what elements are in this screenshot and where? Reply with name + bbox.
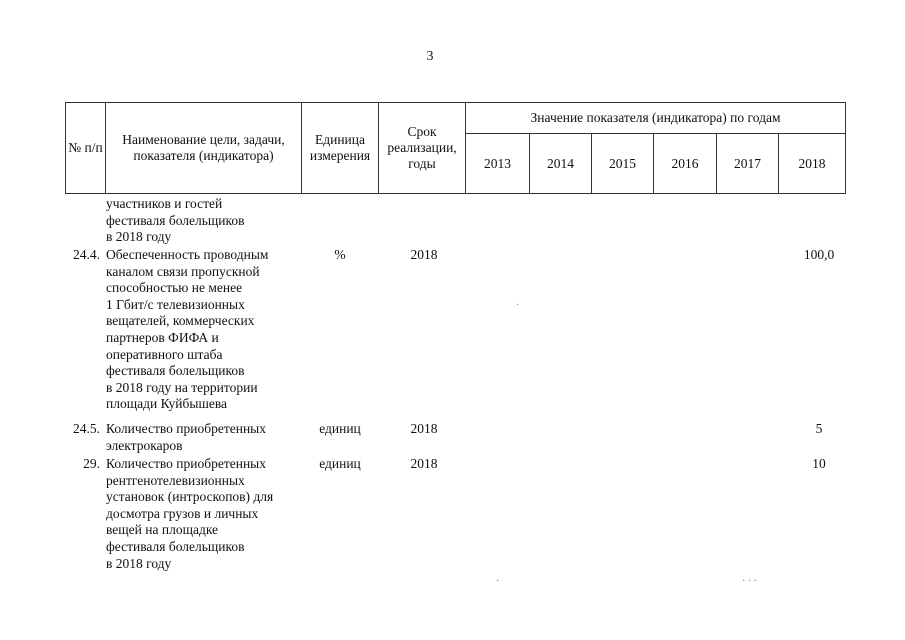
- row-name-line: фестиваля болельщиков: [106, 538, 245, 554]
- row-name-line: участников и гостей: [106, 196, 223, 211]
- row-name-line: вещей на площадке: [106, 522, 219, 538]
- row-name-line: в 2018 году: [106, 229, 172, 245]
- row-number: 24.5.: [73, 421, 100, 436]
- row-name-line: вещателей, коммерческих: [106, 313, 255, 329]
- row-name-line: в 2018 году на территории: [106, 379, 258, 395]
- scan-speck: · · ·: [742, 576, 757, 587]
- row-name-line: Количество приобретенных: [106, 421, 267, 436]
- row-name-line: электрокаров: [106, 437, 183, 453]
- row-name: [106, 421, 306, 454]
- row-name-line: площади Куйбышева: [106, 396, 228, 412]
- row-value-2018: 10: [812, 456, 826, 471]
- header-term: Срок реализации, годы: [379, 103, 466, 194]
- row-number: 29.: [83, 456, 100, 471]
- row-name-line: в 2018 году: [106, 555, 172, 571]
- row-name-line: фестиваля болельщиков: [106, 363, 245, 379]
- header-year: 2013: [466, 134, 530, 194]
- header-year: 2014: [530, 134, 592, 194]
- indicator-table-header: [65, 102, 846, 194]
- header-name: Наименование цели, задачи, показателя (индикатора): [106, 103, 302, 194]
- row-name-line: способностью не менее: [106, 280, 243, 296]
- header-num: № п/п: [66, 103, 106, 194]
- header-year: 2017: [717, 134, 779, 194]
- row-name-line: Количество приобретенных: [106, 456, 267, 471]
- row-name: [106, 196, 306, 246]
- row-name-line: досмотра грузов и личных: [106, 505, 259, 521]
- row-unit: единиц: [319, 456, 361, 471]
- header-year: 2018: [779, 134, 846, 194]
- row-term: 2018: [410, 456, 438, 471]
- header-unit: Единица измерения: [302, 103, 379, 194]
- row-name-line: 1 Гбит/с телевизионных: [106, 296, 245, 312]
- scan-speck: ·: [496, 576, 500, 587]
- header-values-group: Значение показателя (индикатора) по годам: [466, 103, 846, 134]
- row-name: [106, 247, 306, 413]
- row-number: 24.4.: [73, 247, 100, 262]
- row-value-2018: 100,0: [803, 247, 835, 262]
- row-name-line: оперативного штаба: [106, 346, 223, 362]
- row-name-line: партнеров ФИФА и: [106, 329, 219, 345]
- row-name-line: Обеспеченность проводным: [106, 247, 269, 262]
- row-name: [106, 456, 306, 572]
- row-value-2018: 5: [815, 421, 823, 436]
- row-unit: %: [334, 247, 346, 262]
- row-name-line: рентгенотелевизионных: [106, 472, 245, 488]
- row-name-line: каналом связи пропускной: [106, 263, 260, 279]
- row-term: 2018: [410, 421, 438, 436]
- row-unit: единиц: [319, 421, 361, 436]
- page-number: 3: [426, 49, 434, 64]
- header-year: 2016: [654, 134, 717, 194]
- header-year: 2015: [592, 134, 654, 194]
- row-term: 2018: [410, 247, 438, 262]
- row-name-line: фестиваля болельщиков: [106, 212, 245, 228]
- scan-speck: ·: [516, 300, 520, 311]
- row-name-line: установок (интроскопов) для: [106, 489, 274, 505]
